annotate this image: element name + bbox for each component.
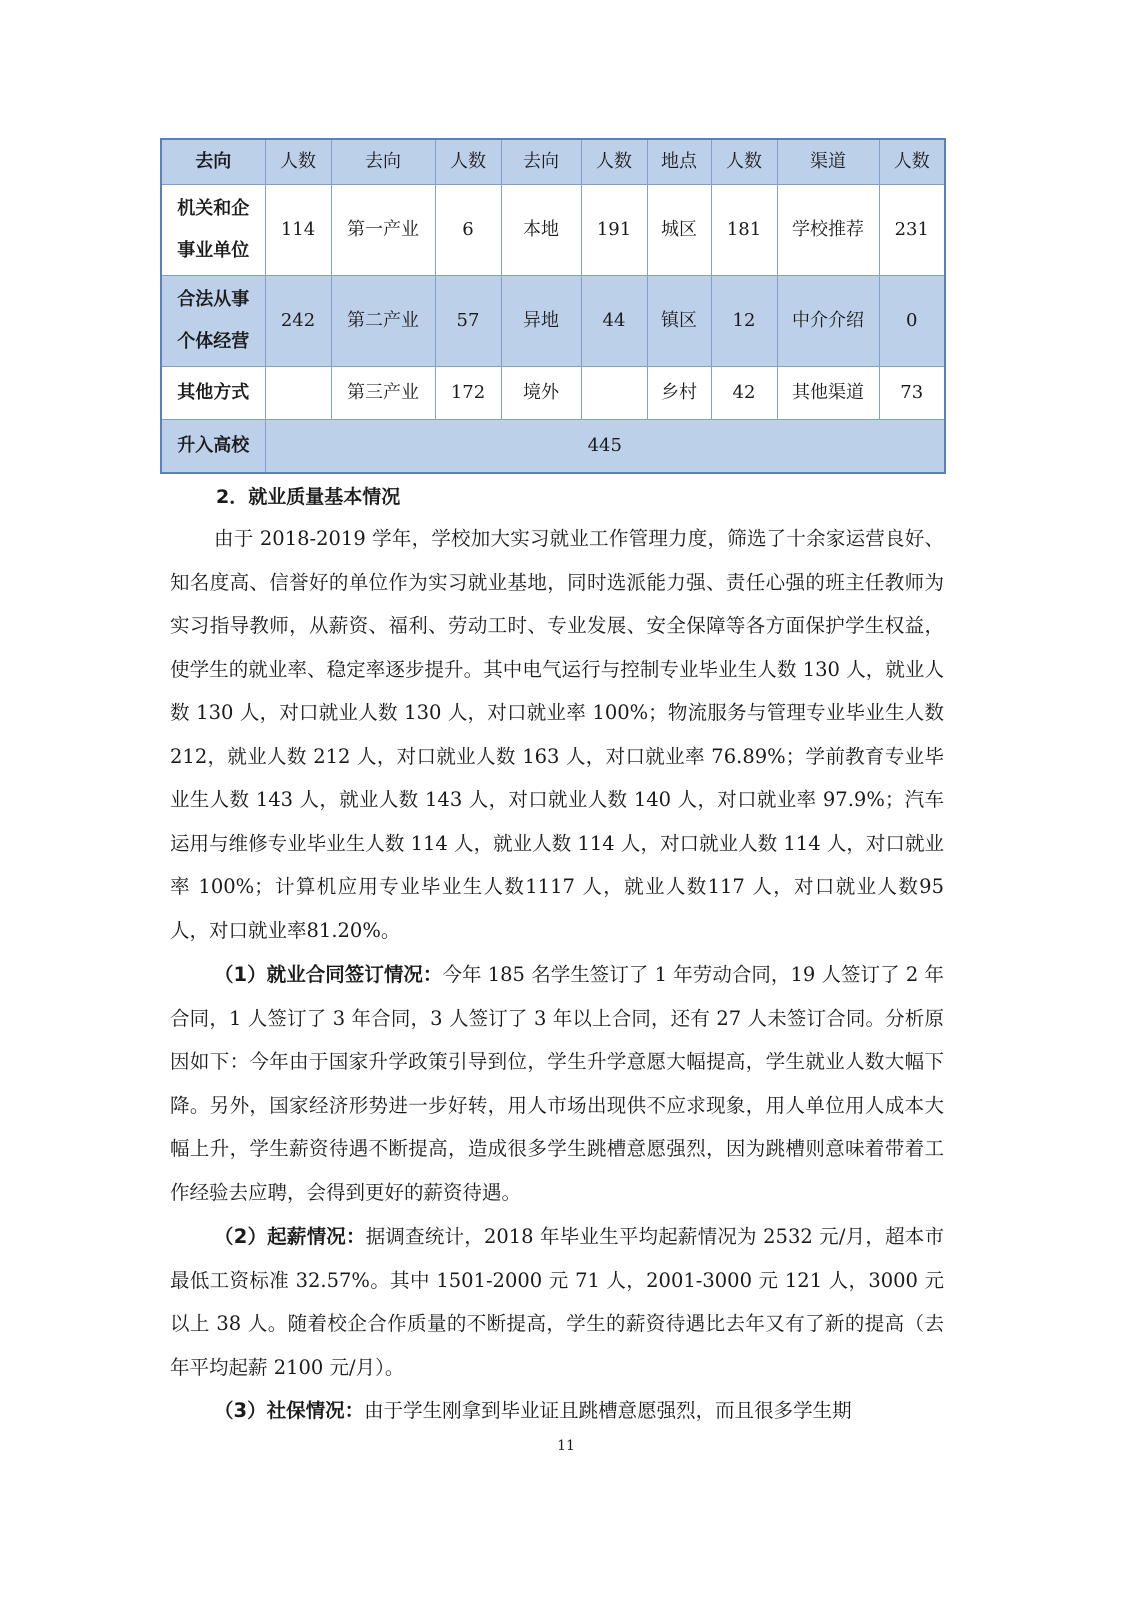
paragraph: [170, 953, 944, 1214]
table-cell: 境外: [501, 367, 581, 420]
table-row: [161, 276, 945, 367]
row-label: 其他方式: [161, 367, 265, 420]
table-row: [161, 367, 945, 420]
table-cell: 中介介绍: [777, 276, 879, 367]
table-cell: 乡村: [647, 367, 711, 420]
row-label-line: 个体经营: [177, 331, 250, 352]
paragraph: 由于 2018-2019 学年，学校加大实习就业工作管理力度，筛选了十余家运营良好、知名度高、信誉好的单位作为实习就业基地，同时选派能力强、责任心强的班主任教师为实习指导教师，从薪资、福利、劳动工时、专业发展、安全保障等各方面保护学生权益，使学生的就业率、稳定率逐步提升。其中电气运行与控制专业毕业生人数 130 人，就业人数 130 人，对口就业人数 130 人，对口就业率 100%；物流服务与管理专业毕业生人数 212，就业人数 212 人，对口就业人数 163 人，对口就业率 76.89%；学前教育专业毕业生人数 143 人，就业人数 143 人，对口就业人数 140 人，对口就业率 97.9%；汽车运用与维修专业毕业生人数 114 人，就业人数 114 人，对口就业人数 114 人，对口就业率 100%；计算机应用专业毕业生人数1117 人，就业人数117 人，对口就业人数95 人，对口就业率81.20%。: [170, 527, 944, 942]
row-label: 升入高校: [161, 420, 265, 474]
table-cell: 其他渠道: [777, 367, 879, 420]
header-cell: 人数: [879, 139, 945, 185]
row-label-line: 事业单位: [177, 240, 250, 261]
paragraph-body: 今年 185 名学生签订了 1 年劳动合同，19 人签订了 2 年合同，1 人签订了 3 年合同，3 人签订了 3 年以上合同，还有 27 人未签订合同。分析原因如下：今年由于国家升学政策引导到位，学生升学意愿大幅提高，学生就业人数大幅下降。另外，国家经济形势进一步好转，用人市场出现供不应求现象，用人单位用人成本大幅上升，学生薪资待遇不断提高，造成很多学生跳槽意愿强烈，因为跳槽则意味着带着工作经验去应聘，会得到更好的薪资待遇。: [170, 963, 944, 1204]
table-cell: 114: [265, 185, 331, 276]
table-cell: 445: [265, 420, 945, 474]
table-cell: 57: [435, 276, 501, 367]
table-cell: 城区: [647, 185, 711, 276]
table-cell: 学校推荐: [777, 185, 879, 276]
header-cell: 去向: [501, 139, 581, 185]
header-cell: 人数: [435, 139, 501, 185]
row-label-line: 合法从事: [177, 289, 250, 310]
header-cell: 去向: [331, 139, 435, 185]
table-cell: 181: [711, 185, 777, 276]
table-cell: 第二产业: [331, 276, 435, 367]
header-cell: 人数: [265, 139, 331, 185]
table-cell: 第三产业: [331, 367, 435, 420]
paragraph-heading: （2）起薪情况：: [214, 1225, 366, 1248]
employment-destination-table: [160, 138, 946, 474]
header-cell: 人数: [581, 139, 647, 185]
header-cell: 人数: [711, 139, 777, 185]
table-cell: 镇区: [647, 276, 711, 367]
table-cell: [265, 367, 331, 420]
table-header-row: [161, 139, 945, 185]
table-cell: 异地: [501, 276, 581, 367]
paragraph: [170, 1389, 944, 1433]
header-cell: 地点: [647, 139, 711, 185]
paragraph-heading: （3）社保情况：: [214, 1399, 365, 1422]
row-label-line: 机关和企: [177, 198, 250, 219]
paragraph: [170, 1215, 944, 1389]
paragraph-body: 据调查统计，2018 年毕业生平均起薪情况为 2532 元/月，超本市最低工资标准 32.57%。其中 1501-2000 元 71 人，2001-3000 元 121 人，3000 元以上 38 人。随着校企合作质量的不断提高，学生的薪资待遇比去年又有了新的提高（去年平均起薪 2100 元/月）。: [170, 1225, 944, 1379]
page-number: 11: [557, 1438, 575, 1454]
table-cell: 12: [711, 276, 777, 367]
table-cell: 第一产业: [331, 185, 435, 276]
row-label: [161, 185, 265, 276]
table-cell: 191: [581, 185, 647, 276]
header-cell: 去向: [161, 139, 265, 185]
table-cell: 6: [435, 185, 501, 276]
table-cell: 44: [581, 276, 647, 367]
paragraph-body: 由于学生刚拿到毕业证且跳槽意愿强烈，而且很多学生期: [364, 1399, 852, 1422]
row-label: [161, 276, 265, 367]
table-cell: 本地: [501, 185, 581, 276]
paragraph-heading: （1）就业合同签订情况：: [214, 963, 443, 986]
table-row: [161, 420, 945, 474]
table-cell: 242: [265, 276, 331, 367]
header-cell: 渠道: [777, 139, 879, 185]
table-cell: 231: [879, 185, 945, 276]
table-cell: 42: [711, 367, 777, 420]
section-title: 2．就业质量基本情况: [216, 486, 401, 508]
table-cell: 0: [879, 276, 945, 367]
table-row: [161, 185, 945, 276]
table-cell: 172: [435, 367, 501, 420]
table-cell: [581, 367, 647, 420]
table-cell: 73: [879, 367, 945, 420]
